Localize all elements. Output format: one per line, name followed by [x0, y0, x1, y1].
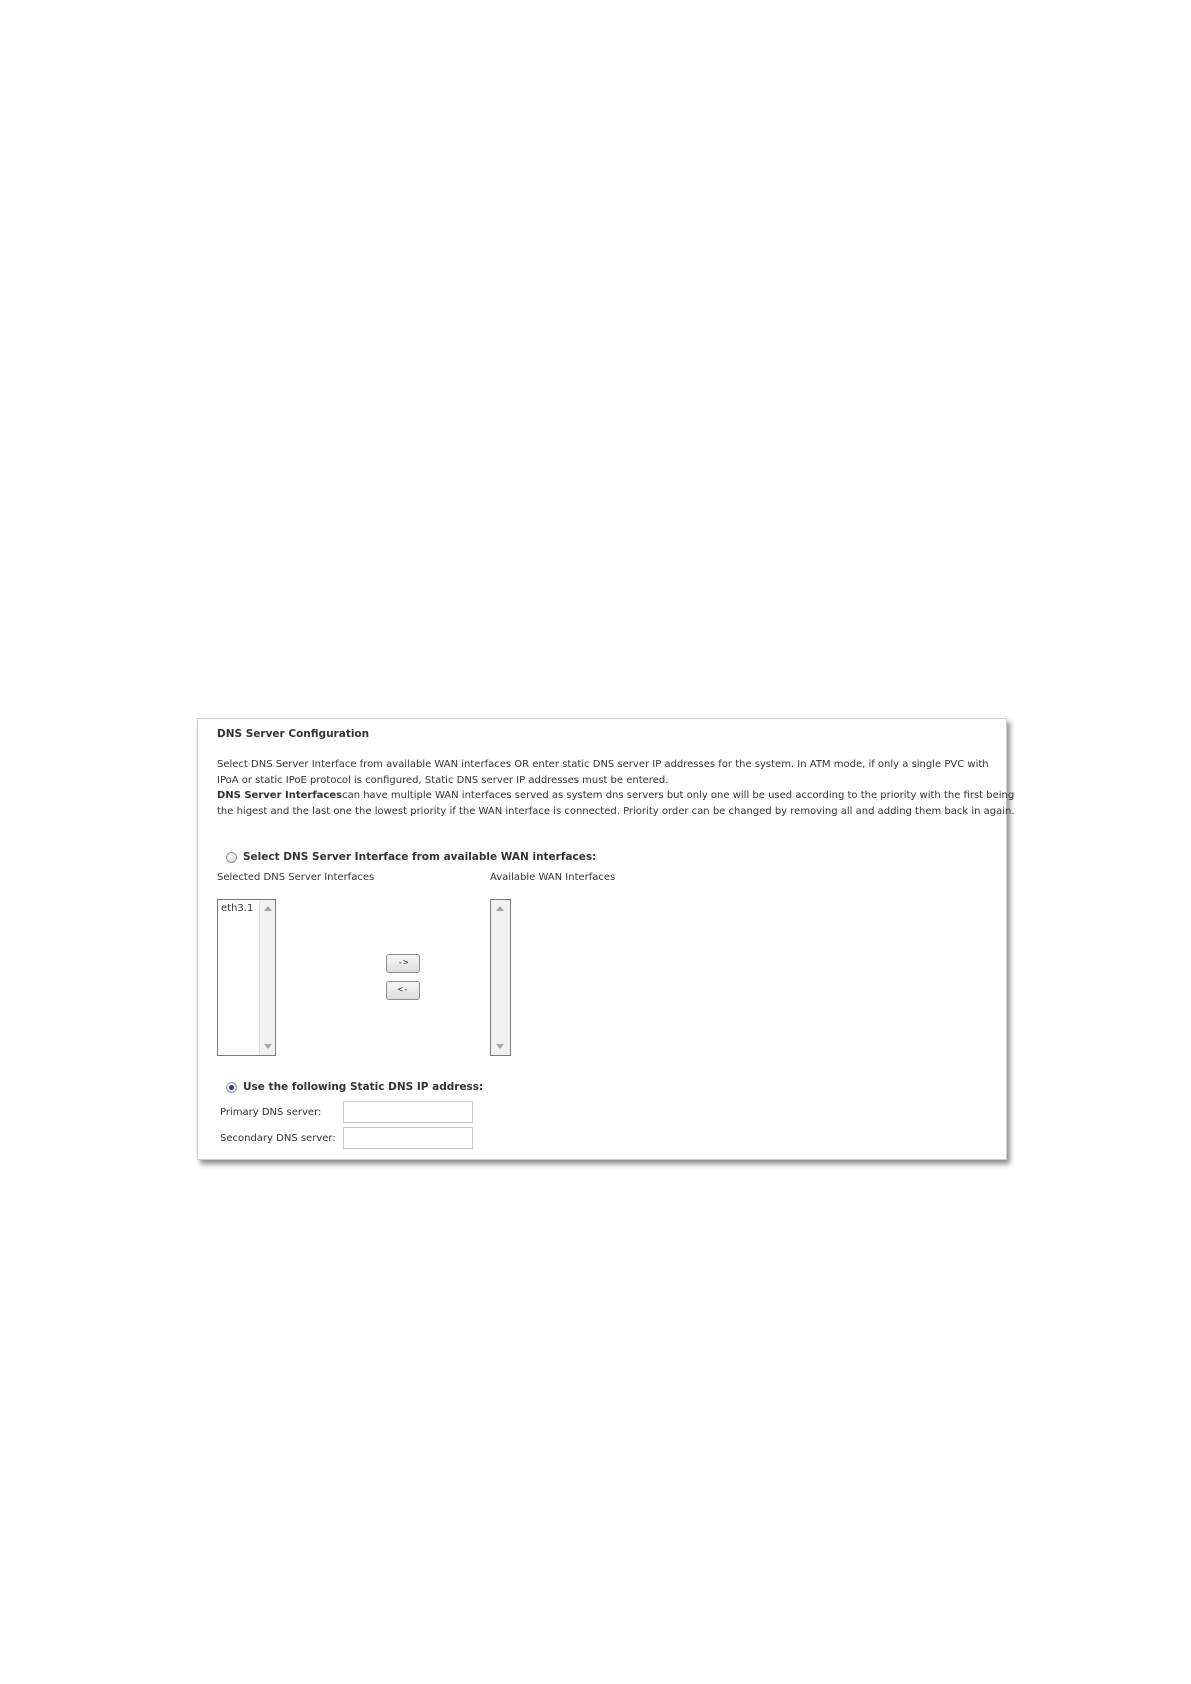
description-bold-term: DNS Server Interfaces — [217, 790, 343, 801]
interface-option-row[interactable] — [226, 851, 596, 863]
secondary-dns-label: Secondary DNS server: — [220, 1133, 336, 1144]
description-line-2: IPoA or static IPoE protocol is configured, Static DNS server IP addresses must be entered. — [217, 774, 669, 786]
interface-option-label: Select DNS Server Interface from available WAN interfaces: — [243, 851, 597, 863]
dns-server-configuration-panel — [197, 718, 1015, 1160]
description-line-1: Select DNS Server Interface from available WAN interfaces OR enter static DNS server IP addresses for the system. In ATM mode, if only a single PVC with — [217, 759, 989, 770]
static-option-row[interactable] — [226, 1081, 483, 1093]
available-interfaces-listbox[interactable] — [490, 899, 511, 1056]
description-line-3-rest: can have multiple WAN interfaces served as system dns servers but only one will be used according to the priority with the first being — [342, 790, 1015, 801]
selected-interfaces-listbox[interactable] — [217, 899, 276, 1056]
remove-interface-button[interactable]: <- — [386, 981, 420, 1000]
interface-option-radio[interactable] — [226, 852, 237, 863]
scroll-down-arrow-icon[interactable] — [496, 1044, 504, 1049]
available-listbox-scrollbar[interactable] — [491, 900, 510, 1055]
selected-interfaces-label: Selected DNS Server Interfaces — [217, 872, 375, 883]
description-line-4: the higest and the last one the lowest priority if the WAN interface is connected. Priority order can be changed by removing all and adding them back in again. — [217, 805, 1015, 817]
scroll-up-arrow-icon[interactable] — [264, 906, 272, 911]
selected-listbox-scrollbar[interactable] — [259, 900, 275, 1055]
add-interface-button[interactable]: -> — [386, 954, 420, 973]
primary-dns-input[interactable] — [343, 1101, 473, 1123]
secondary-dns-input[interactable] — [343, 1127, 473, 1149]
description — [217, 757, 1015, 819]
primary-dns-label: Primary DNS server: — [220, 1107, 322, 1118]
list-item[interactable]: eth3.1 — [221, 903, 254, 914]
available-interfaces-label: Available WAN Interfaces — [490, 872, 616, 883]
scroll-up-arrow-icon[interactable] — [496, 906, 504, 911]
static-option-radio[interactable] — [226, 1082, 237, 1093]
scroll-down-arrow-icon[interactable] — [264, 1044, 272, 1049]
description-line-3 — [217, 788, 1015, 804]
selected-interfaces-items — [221, 903, 253, 914]
page-title: DNS Server Configuration — [217, 728, 370, 740]
static-option-label: Use the following Static DNS IP address: — [243, 1081, 484, 1093]
